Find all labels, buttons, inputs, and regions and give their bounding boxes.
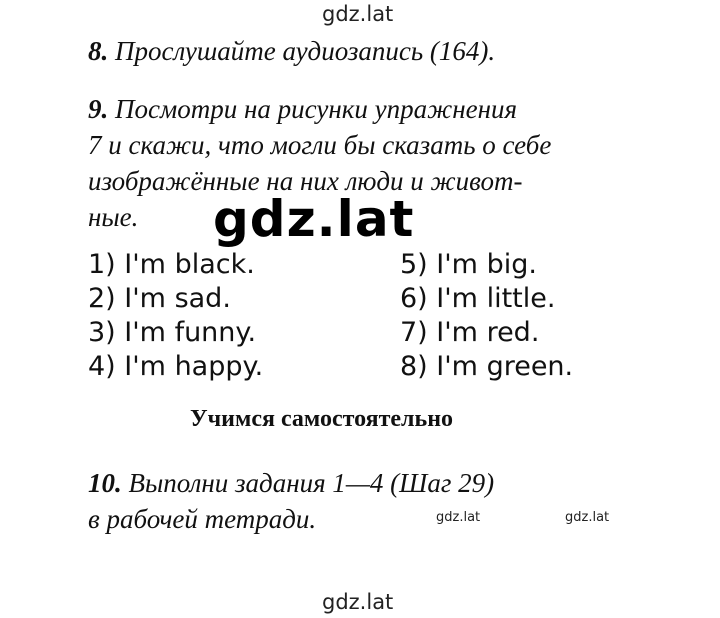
task-10 bbox=[88, 465, 494, 537]
task-9-line-2: 7 и скажи, что могли бы сказать о себе bbox=[88, 130, 552, 160]
task-10-line-1 bbox=[88, 465, 494, 501]
task-8-number: 8. bbox=[88, 36, 109, 66]
watermark-small-1: gdz.lat bbox=[436, 510, 481, 525]
task-10-number: 10. bbox=[88, 468, 122, 498]
example-item-7: 7) I'm red. bbox=[400, 317, 540, 348]
task-9-line-1 bbox=[88, 91, 648, 127]
examples-right-column bbox=[400, 248, 573, 384]
examples-left-column bbox=[88, 248, 263, 384]
task-9-line-1-text: Посмотри на рисунки упражнения bbox=[108, 94, 518, 124]
example-item-6: 6) I'm little. bbox=[400, 283, 556, 314]
example-item-1: 1) I'm black. bbox=[88, 249, 255, 280]
watermark-big: gdz.lat bbox=[213, 190, 415, 248]
task-9-number: 9. bbox=[88, 94, 109, 124]
task-8-text: Прослушайте аудиозапись (164). bbox=[108, 36, 496, 66]
watermark-small-2: gdz.lat bbox=[565, 510, 610, 525]
task-9-line-4: ные. bbox=[88, 202, 139, 232]
task-8 bbox=[88, 33, 495, 69]
example-item-2: 2) I'm sad. bbox=[88, 283, 231, 314]
task-10-line-1-text: Выполни задания 1—4 (Шаг 29) bbox=[121, 468, 495, 498]
task-9-line-3: изображённые на них люди и живот- bbox=[88, 166, 523, 196]
example-item-5: 5) I'm big. bbox=[400, 249, 537, 280]
watermark-top: gdz.lat bbox=[322, 2, 394, 26]
example-item-8: 8) I'm green. bbox=[400, 351, 574, 382]
task-10-line-2: в рабочей тетради. bbox=[88, 504, 317, 534]
watermark-bottom: gdz.lat bbox=[322, 590, 394, 614]
example-item-3: 3) I'm funny. bbox=[88, 317, 257, 348]
section-heading: Учимся самостоятельно bbox=[190, 406, 454, 432]
example-item-4: 4) I'm happy. bbox=[88, 351, 264, 382]
